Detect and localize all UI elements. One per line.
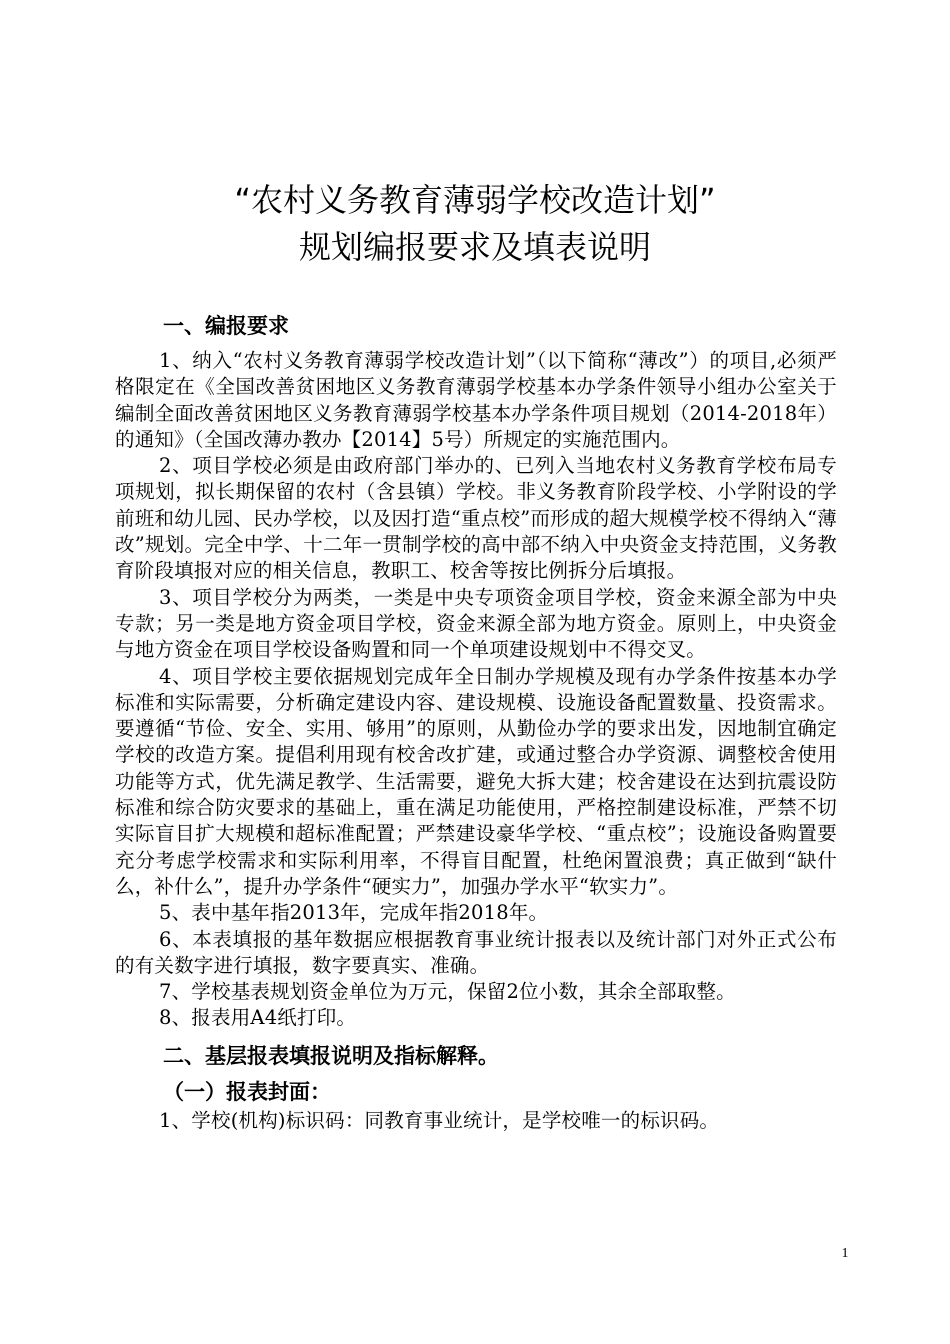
paragraph-7: 7、学校基表规划资金单位为万元，保留2位小数，其余全部取整。: [159, 980, 736, 1004]
paragraph-6: 6、本表填报的基年数据应根据教育事业统计报表以及统计部门对外正式公布的有关数字进行填报，数字要真实、准确。: [115, 927, 837, 977]
document-title-line1: “农村义务教育薄弱学校改造计划”: [234, 181, 716, 219]
paragraph-4: 4、项目学校主要依据规划完成年全日制办学规模及现有办学条件按基本办学标准和实际需要，分析确定建设内容、建设规模、设施设备配置数量、投资需求。要遵循“节俭、安全、实用、够用”的原则，从勤俭办学的要求出发，因地制宜确定学校的改造方案。提倡利用现有校舍改扩建，或通过整合办学资源、调整校舍使用功能等方式，优先满足教学、生活需要，避免大拆大建；校舍建设在达到抗震设防标准和综合防灾要求的基础上，重在满足功能使用，严格控制建设标准，严禁不切实际盲目扩大规模和超标准配置；严禁建设豪华学校、“重点校”；设施设备购置要充分考虑学校需求和实际利用率，不得盲目配置，杜绝闲置浪费；真正做到“缺什么，补什么”，提升办学条件“硬实力”，加强办学水平“软实力”。: [115, 664, 837, 898]
paragraph-5: 5、表中基年指2013年，完成年指2018年。: [159, 901, 549, 925]
section1-heading: 一、编报要求: [163, 314, 289, 338]
section2-paragraph-1: 1、学校(机构)标识码：同教育事业统计，是学校唯一的标识码。: [159, 1108, 720, 1132]
page-number: 1: [841, 1246, 849, 1261]
document-title-line2: 规划编报要求及填表说明: [298, 228, 651, 266]
section2-heading: 二、基层报表填报说明及指标解释。: [163, 1043, 499, 1068]
paragraph-2: 2、项目学校必须是由政府部门举办的、已列入当地农村义务教育学校布局专项规划，拟长期保留的农村（含县镇）学校。非义务教育阶段学校、小学附设的学前班和幼儿园、民办学校，以及因打造“重点校”而形成的超大规模学校不得纳入“薄改”规划。完全中学、十二年一贯制学校的高中部不纳入中央资金支持范围，义务教育阶段填报对应的相关信息，教职工、校舍等按比例拆分后填报。: [115, 454, 837, 583]
paragraph-3: 3、项目学校分为两类，一类是中央专项资金项目学校，资金来源全部为中央专款；另一类是地方资金项目学校，资金来源全部为地方资金。原则上，中央资金与地方资金在项目学校设备购置和同一个单项建设规划中不得交叉。: [115, 585, 837, 662]
paragraph-8: 8、报表用A4纸打印。: [159, 1006, 357, 1030]
paragraph-1: 1、纳入“农村义务教育薄弱学校改造计划”（以下简称“薄改”）的项目,必须严格限定在《全国改善贫困地区义务教育薄弱学校基本办学条件领导小组办公室关于编制全面改善贫困地区义务教育薄弱学校基本办学条件项目规划（2014-2018年）的通知》（全国改薄办教办【2014】5号）所规定的实施范围内。: [115, 349, 837, 451]
section2-sub-heading: （一）报表封面：: [163, 1079, 331, 1104]
document-body: [115, 308, 837, 1134]
